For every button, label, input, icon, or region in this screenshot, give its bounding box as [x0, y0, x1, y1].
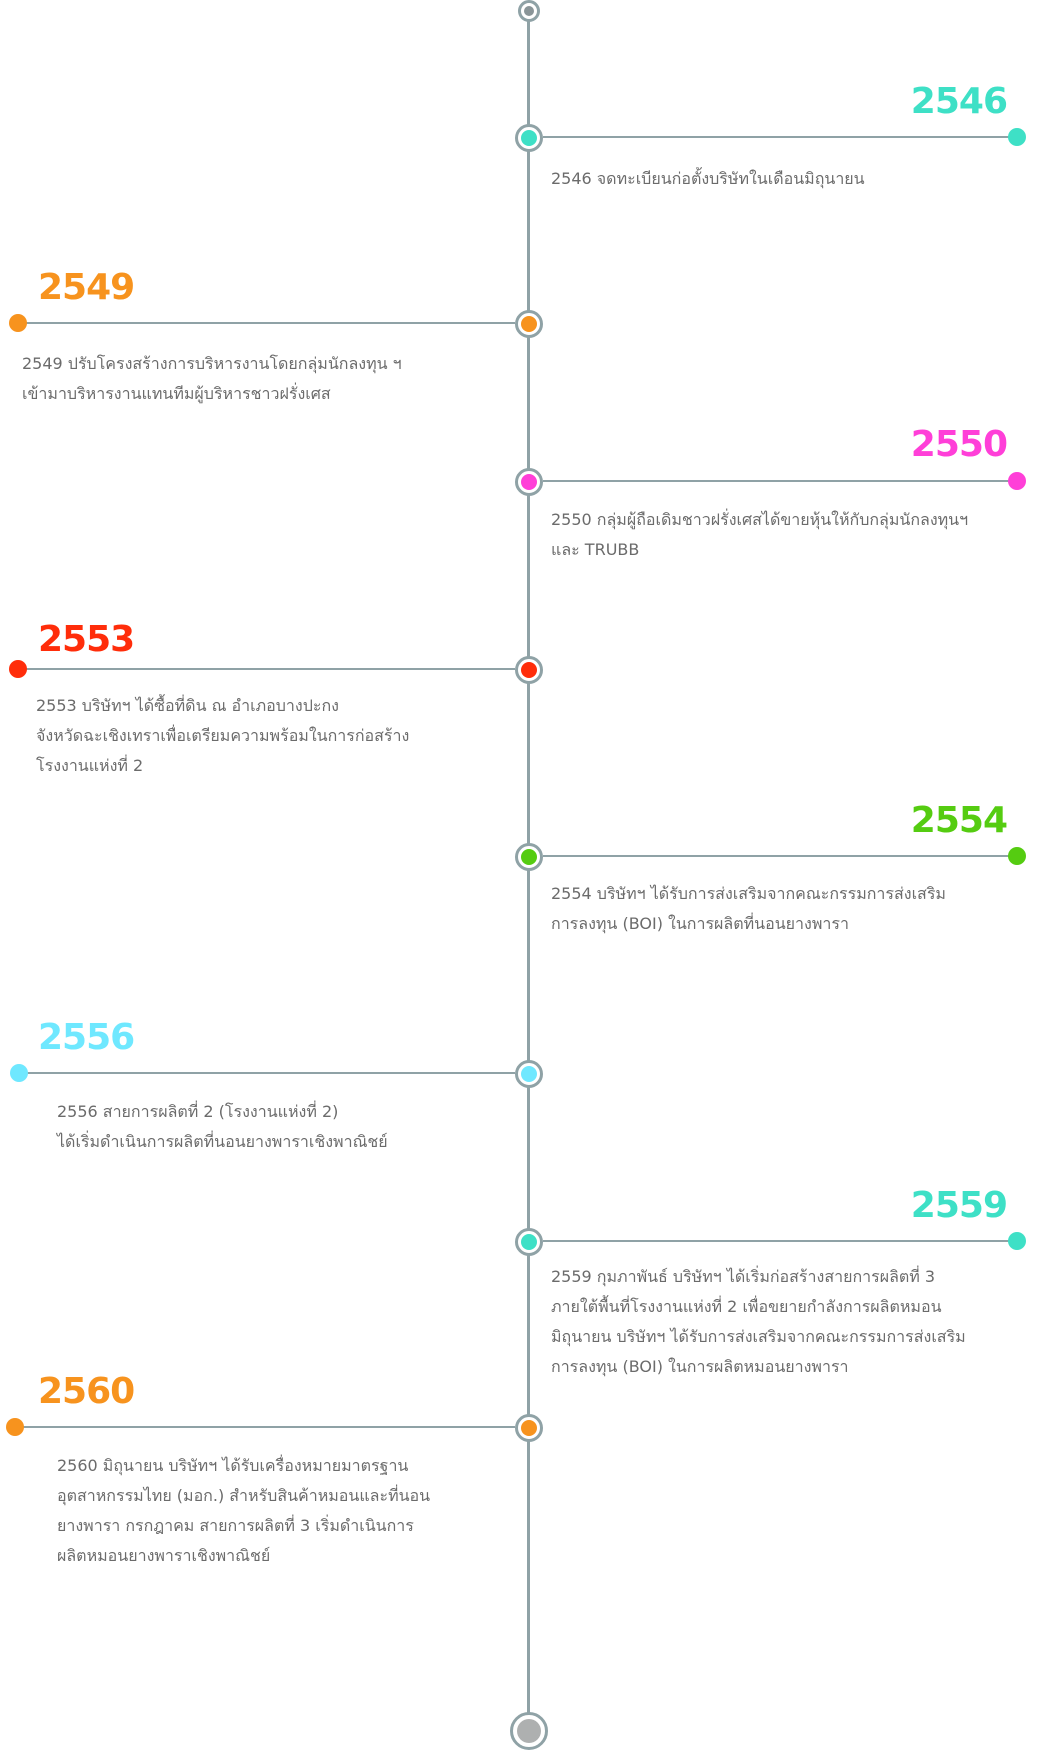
event-node — [515, 656, 543, 684]
event-node — [515, 310, 543, 338]
event-year: 2550 — [910, 424, 1007, 465]
event-description — [551, 505, 968, 565]
description-line: 2554 บริษัทฯ ได้รับการส่งเสริมจากคณะกรรมการส่งเสริม — [551, 884, 946, 903]
description-line: เข้ามาบริหารงานแทนทีมผู้บริหารชาวฝรั่งเศส — [22, 384, 331, 403]
event-node — [515, 468, 543, 496]
event-node-dot — [521, 662, 537, 678]
event-end-dot — [6, 1418, 24, 1436]
event-branch-line — [543, 855, 1013, 857]
description-line: โรงงานแห่งที่ 2 — [36, 756, 144, 775]
event-end-dot — [10, 1064, 28, 1082]
event-year: 2553 — [38, 619, 135, 660]
description-line: 2549 ปรับโครงสร้างการบริหารงานโดยกลุ่มนักลงทุน ฯ — [22, 354, 402, 373]
event-end-dot — [1008, 128, 1026, 146]
event-year: 2549 — [38, 267, 135, 308]
event-node — [515, 124, 543, 152]
description-line: 2556 สายการผลิตที่ 2 (โรงงานแห่งที่ 2) — [57, 1102, 339, 1121]
event-end-dot — [1008, 472, 1026, 490]
description-line: 2546 จดทะเบียนก่อตั้งบริษัทในเดือนมิถุนายน — [551, 169, 865, 188]
description-line: การลงทุน (BOI) ในการผลิตที่นอนยางพารา — [551, 914, 849, 933]
timeline-end-node — [510, 1712, 548, 1750]
event-year: 2546 — [910, 81, 1007, 122]
event-year: 2559 — [910, 1185, 1007, 1226]
timeline-axis — [527, 12, 530, 1732]
description-line: ยางพารา กรกฎาคม สายการผลิตที่ 3 เริ่มดำเนินการ — [57, 1516, 414, 1535]
description-line: มิถุนายน บริษัทฯ ได้รับการส่งเสริมจากคณะกรรมการส่งเสริม — [551, 1327, 966, 1346]
event-branch-line — [22, 668, 515, 670]
event-description — [36, 691, 409, 781]
description-line: 2559 กุมภาพันธ์ บริษัทฯ ได้เริ่มก่อสร้างสายการผลิตที่ 3 — [551, 1267, 936, 1286]
event-description — [57, 1097, 388, 1157]
event-year: 2556 — [38, 1017, 135, 1058]
event-branch-line — [22, 1426, 515, 1428]
event-description — [551, 164, 865, 194]
event-node-dot — [521, 1420, 537, 1436]
timeline-end-dot — [517, 1719, 541, 1743]
event-year: 2554 — [910, 800, 1007, 841]
event-node-dot — [521, 849, 537, 865]
event-description — [22, 349, 402, 409]
timeline-start-node — [518, 0, 540, 22]
description-line: 2550 กลุ่มผู้ถือเดิมชาวฝรั่งเศสได้ขายหุ้นให้กับกลุ่มนักลงทุนฯ — [551, 510, 969, 529]
event-end-dot — [1008, 1232, 1026, 1250]
description-line: ผลิตหมอนยางพาราเชิงพาณิชย์ — [57, 1546, 271, 1565]
event-branch-line — [22, 1072, 515, 1074]
description-line: ภายใต้พื้นที่โรงงานแห่งที่ 2 เพื่อขยายกำลังการผลิตหมอน — [551, 1297, 942, 1316]
description-line: การลงทุน (BOI) ในการผลิตหมอนยางพารา — [551, 1357, 849, 1376]
description-line: 2553 บริษัทฯ ได้ซื้อที่ดิน ณ อำเภอบางปะกง — [36, 696, 339, 715]
event-branch-line — [543, 480, 1013, 482]
description-line: อุตสาหกรรมไทย (มอก.) สำหรับสินค้าหมอนและที่นอน — [57, 1486, 431, 1505]
event-node-dot — [521, 316, 537, 332]
event-description — [551, 1262, 966, 1382]
event-node-dot — [521, 1066, 537, 1082]
event-branch-line — [543, 136, 1013, 138]
timeline-start-dot — [524, 6, 534, 16]
description-line: และ TRUBB — [551, 540, 640, 559]
event-node — [515, 1060, 543, 1088]
event-end-dot — [9, 660, 27, 678]
event-node-dot — [521, 474, 537, 490]
event-node — [515, 1228, 543, 1256]
event-node-dot — [521, 1234, 537, 1250]
event-end-dot — [1008, 847, 1026, 865]
event-node — [515, 1414, 543, 1442]
event-year: 2560 — [38, 1371, 135, 1412]
event-node — [515, 843, 543, 871]
description-line: ได้เริ่มดำเนินการผลิตที่นอนยางพาราเชิงพาณิชย์ — [57, 1132, 388, 1151]
event-branch-line — [22, 322, 515, 324]
event-branch-line — [543, 1240, 1013, 1242]
event-end-dot — [9, 314, 27, 332]
description-line: จังหวัดฉะเชิงเทราเพื่อเตรียมความพร้อมในการก่อสร้าง — [36, 726, 410, 745]
description-line: 2560 มิถุนายน บริษัทฯ ได้รับเครื่องหมายมาตรฐาน — [57, 1456, 409, 1475]
event-node-dot — [521, 130, 537, 146]
event-description — [551, 879, 946, 939]
event-description — [57, 1451, 430, 1571]
